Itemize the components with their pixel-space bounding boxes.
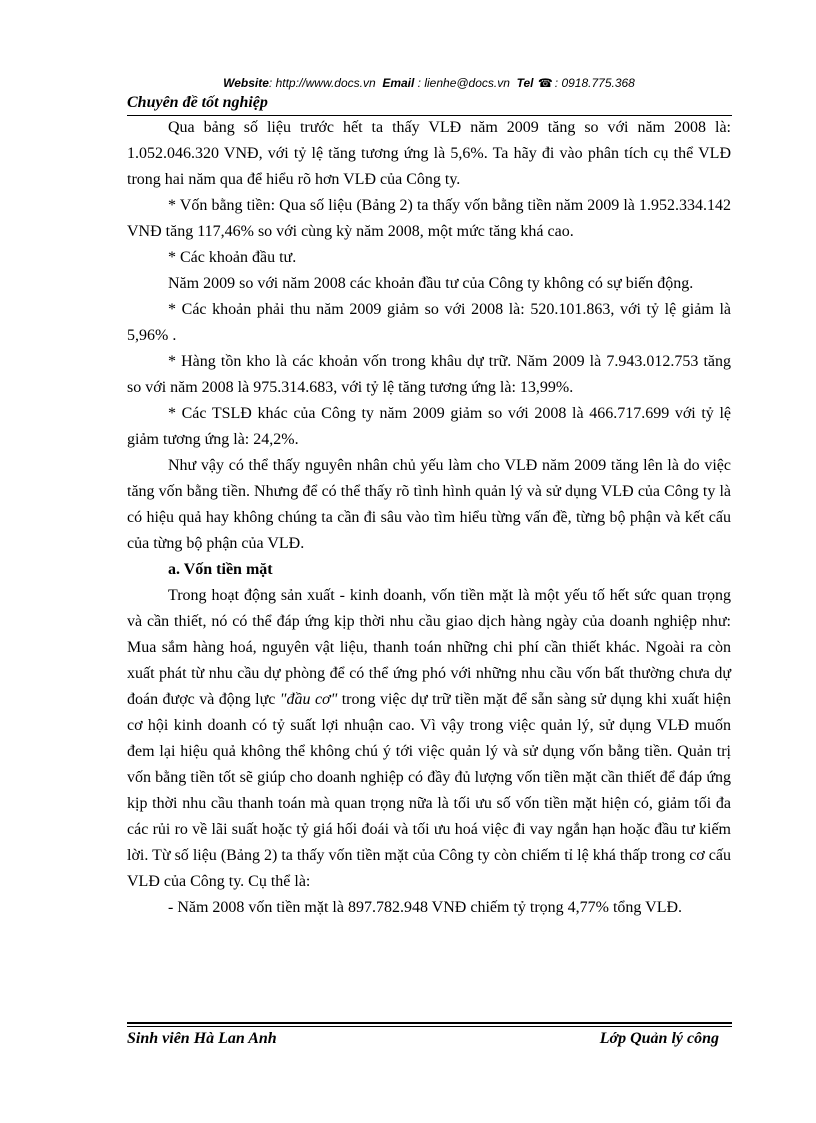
website-value: : http://www.docs.vn	[268, 76, 376, 90]
paragraph: - Năm 2008 vốn tiền mặt là 897.782.948 VNĐ chiếm tỷ trọng 4,77% tổng VLĐ.	[168, 899, 683, 916]
paragraph: * Các khoản đầu tư.	[168, 249, 297, 266]
paragraph: * Vốn bằng tiền: Qua số liệu (Bảng 2) ta thấy vốn bằng tiền năm 2009 là 1.952.334.142 VNĐ tăng 117,46% so với cùng kỳ năm 2008, một mức tăng khá cao.	[127, 197, 731, 240]
cash-emphasis: "đầu cơ"	[279, 691, 338, 708]
email-label: Email	[382, 76, 415, 90]
tel-value: : 0918.775.368	[554, 76, 635, 90]
paragraph: Như vậy có thể thấy nguyên nhân chủ yếu làm cho VLĐ năm 2009 tăng lên là do việc tăng vốn bằng tiền. Nhưng để có thể thấy rõ tình hình quản lý và sử dụng VLĐ của Công ty là có hiệu quả hay không chúng ta cần đi sâu vào tìm hiểu từng vấn đề, từng bộ phận và kết cấu của từng bộ phận của VLĐ.	[127, 457, 731, 552]
paragraph: Năm 2009 so với năm 2008 các khoản đầu tư của Công ty không có sự biến động.	[168, 275, 694, 292]
cash-text-after: trong việc dự trữ tiền mặt để sẵn sàng sử dụng khi xuất hiện cơ hội kinh doanh có tỷ suất lợi nhuận cao. Vì vậy trong việc quản lý, sử dụng VLĐ muốn đem lại hiệu quả không thể không chú ý tới việc quản lý và sử dụng vốn bằng tiền. Quản trị vốn bằng tiền tốt sẽ giúp cho doanh nghiệp có đầy đủ lượng vốn tiền mặt cần thiết để đáp ứng kịp thời nhu cầu thanh toán mà quan trọng nữa là tối ưu số vốn tiền mặt hiện có, giảm tối đa các rủi ro về lãi suất hoặc tỷ giá hối đoái và tối ưu hoá việc đi vay ngắn hạn hoặc đầu tư kiếm lời. Từ số liệu (Bảng 2) ta thấy vốn tiền mặt của Công ty còn chiếm tỉ lệ khá thấp trong cơ cấu VLĐ của Công ty. Cụ thể là:	[127, 691, 732, 890]
section-heading: a. Vốn tiền mặt	[168, 561, 273, 578]
website-label: Website	[223, 76, 269, 90]
footer-student: Sinh viên Hà Lan Anh	[127, 1030, 277, 1047]
paragraph: * Các khoản phải thu năm 2009 giảm so với 2008 là: 520.101.863, với tỷ lệ giảm là 5,96% .	[127, 301, 731, 344]
paragraph: * Các TSLĐ khác của Công ty năm 2009 giảm so với 2008 là 466.717.699 với tỷ lệ giảm tương ứng là: 24,2%.	[127, 405, 731, 448]
tel-label: Tel	[516, 76, 534, 90]
page-header	[127, 76, 731, 90]
telephone-icon: ☎	[537, 76, 553, 90]
paragraph: Qua bảng số liệu trước hết ta thấy VLĐ năm 2009 tăng so với năm 2008 là: 1.052.046.320 VNĐ, với tỷ lệ tăng tương ứng là 5,6%. Ta hãy đi vào phân tích cụ thể VLĐ trong hai năm qua để hiểu rõ hơn VLĐ của Công ty.	[127, 119, 731, 188]
footer-rule-thin	[127, 1026, 732, 1027]
doc-title: Chuyên đề tốt nghiệp	[127, 94, 268, 111]
footer-rule-thick	[127, 1022, 732, 1024]
paragraph: * Hàng tồn kho là các khoản vốn trong khâu dự trữ. Năm 2009 là 7.943.012.753 tăng so với năm 2008 là 975.314.683, với tỷ lệ tăng tương ứng là: 13,99%.	[127, 353, 731, 396]
paragraph-cash	[127, 583, 731, 895]
document-body	[127, 115, 731, 921]
footer-class: Lớp Quản lý công	[599, 1030, 719, 1047]
email-value: : lienhe@docs.vn	[417, 76, 510, 90]
cash-text-before: Trong hoạt động sản xuất - kinh doanh, vốn tiền mặt là một yếu tố hết sức quan trọng và cần thiết, nó có thể đáp ứng kịp thời nhu cầu giao dịch hàng ngày của doanh nghiệp như: Mua sắm hàng hoá, nguyên vật liệu, thanh toán những chi phí cần thiết khác. Ngoài ra còn xuất phát từ nhu cầu dự phòng để có thể ứng phó với những nhu cầu vốn bất thường chưa dự đoán được và động lực	[127, 587, 731, 708]
